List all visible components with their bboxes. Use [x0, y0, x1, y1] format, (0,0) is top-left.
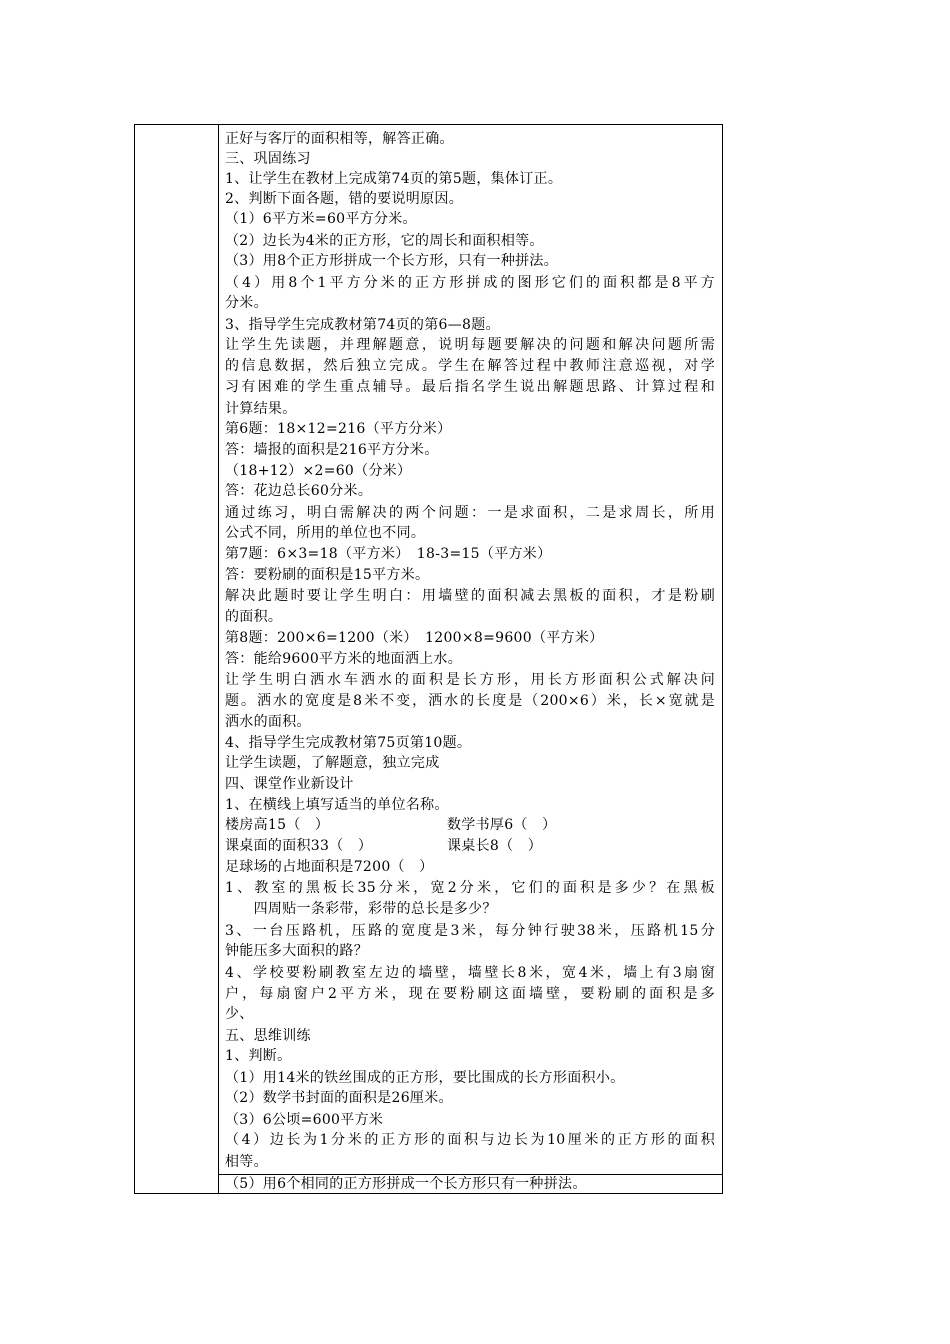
text-line: 分米。 — [225, 295, 268, 311]
text-line: 楼房高15（ ） — [225, 817, 330, 833]
left-column — [135, 125, 219, 1193]
text-line: （3）用8个正方形拼成一个长方形，只有一种拼法。 — [225, 253, 559, 269]
text-line: 1、让学生在教材上完成第74页的第5题，集体订正。 — [225, 171, 563, 187]
text-line: 1、教室的黑板长35分米，宽2分米，它们的面积是多少？在黑板 — [225, 880, 715, 896]
text-line: 答：要粉刷的面积是15平方米。 — [225, 567, 430, 583]
text-line: 的信息数据，然后独立完成。学生在解答过程中教师注意巡视，对学 — [225, 358, 715, 374]
text-line: 正好与客厅的面积相等，解答正确。 — [225, 131, 454, 147]
text-line: 少、 — [225, 1006, 254, 1022]
text-line: （1）6平方米=60平方分米。 — [225, 211, 417, 227]
text-line: （1）用14米的铁丝围成的正方形，要比围成的长方形面积小。 — [225, 1070, 625, 1086]
text-line: （2）数学书封面的面积是26厘米。 — [225, 1090, 453, 1106]
text-line: 1、在横线上填写适当的单位名称。 — [225, 797, 449, 813]
text-line: 的面积。 — [225, 609, 283, 625]
text-line-col2: 课桌长8（ ） — [447, 838, 543, 854]
text-line: （18+12）×2=60（分米） — [225, 463, 412, 479]
text-line: 计算结果。 — [225, 401, 297, 417]
text-line: 答：能给9600平方米的地面洒上水。 — [225, 651, 463, 667]
text-line: 让学生读题，了解题意，独立完成 — [225, 755, 440, 771]
text-line: 户，每扇窗户2平方米，现在要粉刷这面墙壁，要粉刷的面积是多 — [225, 986, 715, 1002]
text-line: 解决此题时要让学生明白：用墙壁的面积减去黑板的面积，才是粉刷 — [225, 588, 715, 604]
text-line: （2）边长为4米的正方形，它的周长和面积相等。 — [225, 233, 544, 249]
text-line: 课桌面的面积33（ ） — [225, 838, 373, 854]
text-line: （4）用8个1平方分米的正方形拼成的图形它们的面积都是8平方 — [225, 275, 715, 291]
text-line: 1、判断。 — [225, 1048, 292, 1064]
text-line: 相等。 — [225, 1154, 268, 1170]
text-line: 题。洒水的宽度是8米不变，洒水的长度是（200×6）米，长×宽就是 — [225, 693, 715, 709]
text-line: 3、指导学生完成教材第74页的第6—8题。 — [225, 317, 500, 333]
text-line: 让学生先读题，并理解题意，说明每题要解决的问题和解决问题所需 — [225, 337, 715, 353]
text-line: 公式不同，所用的单位也不同。 — [225, 525, 426, 541]
text-line: 第7题：6×3=18（平方米） 18-3=15（平方米） — [225, 546, 552, 562]
text-line: 五、思维训练 — [225, 1028, 311, 1044]
text-line: 洒水的面积。 — [225, 714, 311, 730]
text-line: 四、课堂作业新设计 — [225, 776, 354, 792]
text-line: 通过练习，明白需解决的两个问题：一是求面积，二是求周长，所用 — [225, 505, 715, 521]
text-line: 4、学校要粉刷教室左边的墙壁，墙壁长8米，宽4米，墙上有3扇窗 — [225, 965, 715, 981]
text-line: 足球场的占地面积是7200（ ） — [225, 859, 434, 875]
text-line: 钟能压多大面积的路？ — [225, 943, 368, 959]
text-line: 第6题：18×12=216（平方分米） — [225, 421, 452, 437]
text-line: 3、一台压路机，压路的宽度是3米，每分钟行驶38米，压路机15分 — [225, 923, 715, 939]
text-line-col2: 数学书厚6（ ） — [447, 817, 557, 833]
text-line: 第8题：200×6=1200（米） 1200×8=9600（平方米） — [225, 630, 604, 646]
text-line: 答：花边总长60分米。 — [225, 483, 373, 499]
text-line: 4、指导学生完成教材第75页第10题。 — [225, 735, 472, 751]
text-line: 三、巩固练习 — [225, 151, 311, 167]
text-line: （3）6公顷=600平方米 — [225, 1112, 384, 1128]
text-line: （4）边长为1分米的正方形的面积与边长为10厘米的正方形的面积 — [225, 1132, 715, 1148]
text-line: 让学生明白洒水车洒水的面积是长方形，用长方形面积公式解决问 — [225, 672, 715, 688]
text-line: 2、判断下面各题，错的要说明原因。 — [225, 191, 464, 207]
lesson-table — [134, 124, 723, 1194]
text-line: 四周贴一条彩带，彩带的总长是多少？ — [225, 901, 497, 917]
text-line: （5）用6个相同的正方形拼成一个长方形只有一种拼法。 — [225, 1176, 587, 1192]
text-line: 答：墙报的面积是216平方分米。 — [225, 442, 439, 458]
text-line: 习有困难的学生重点辅导。最后指名学生说出解题思路、计算过程和 — [225, 379, 715, 395]
